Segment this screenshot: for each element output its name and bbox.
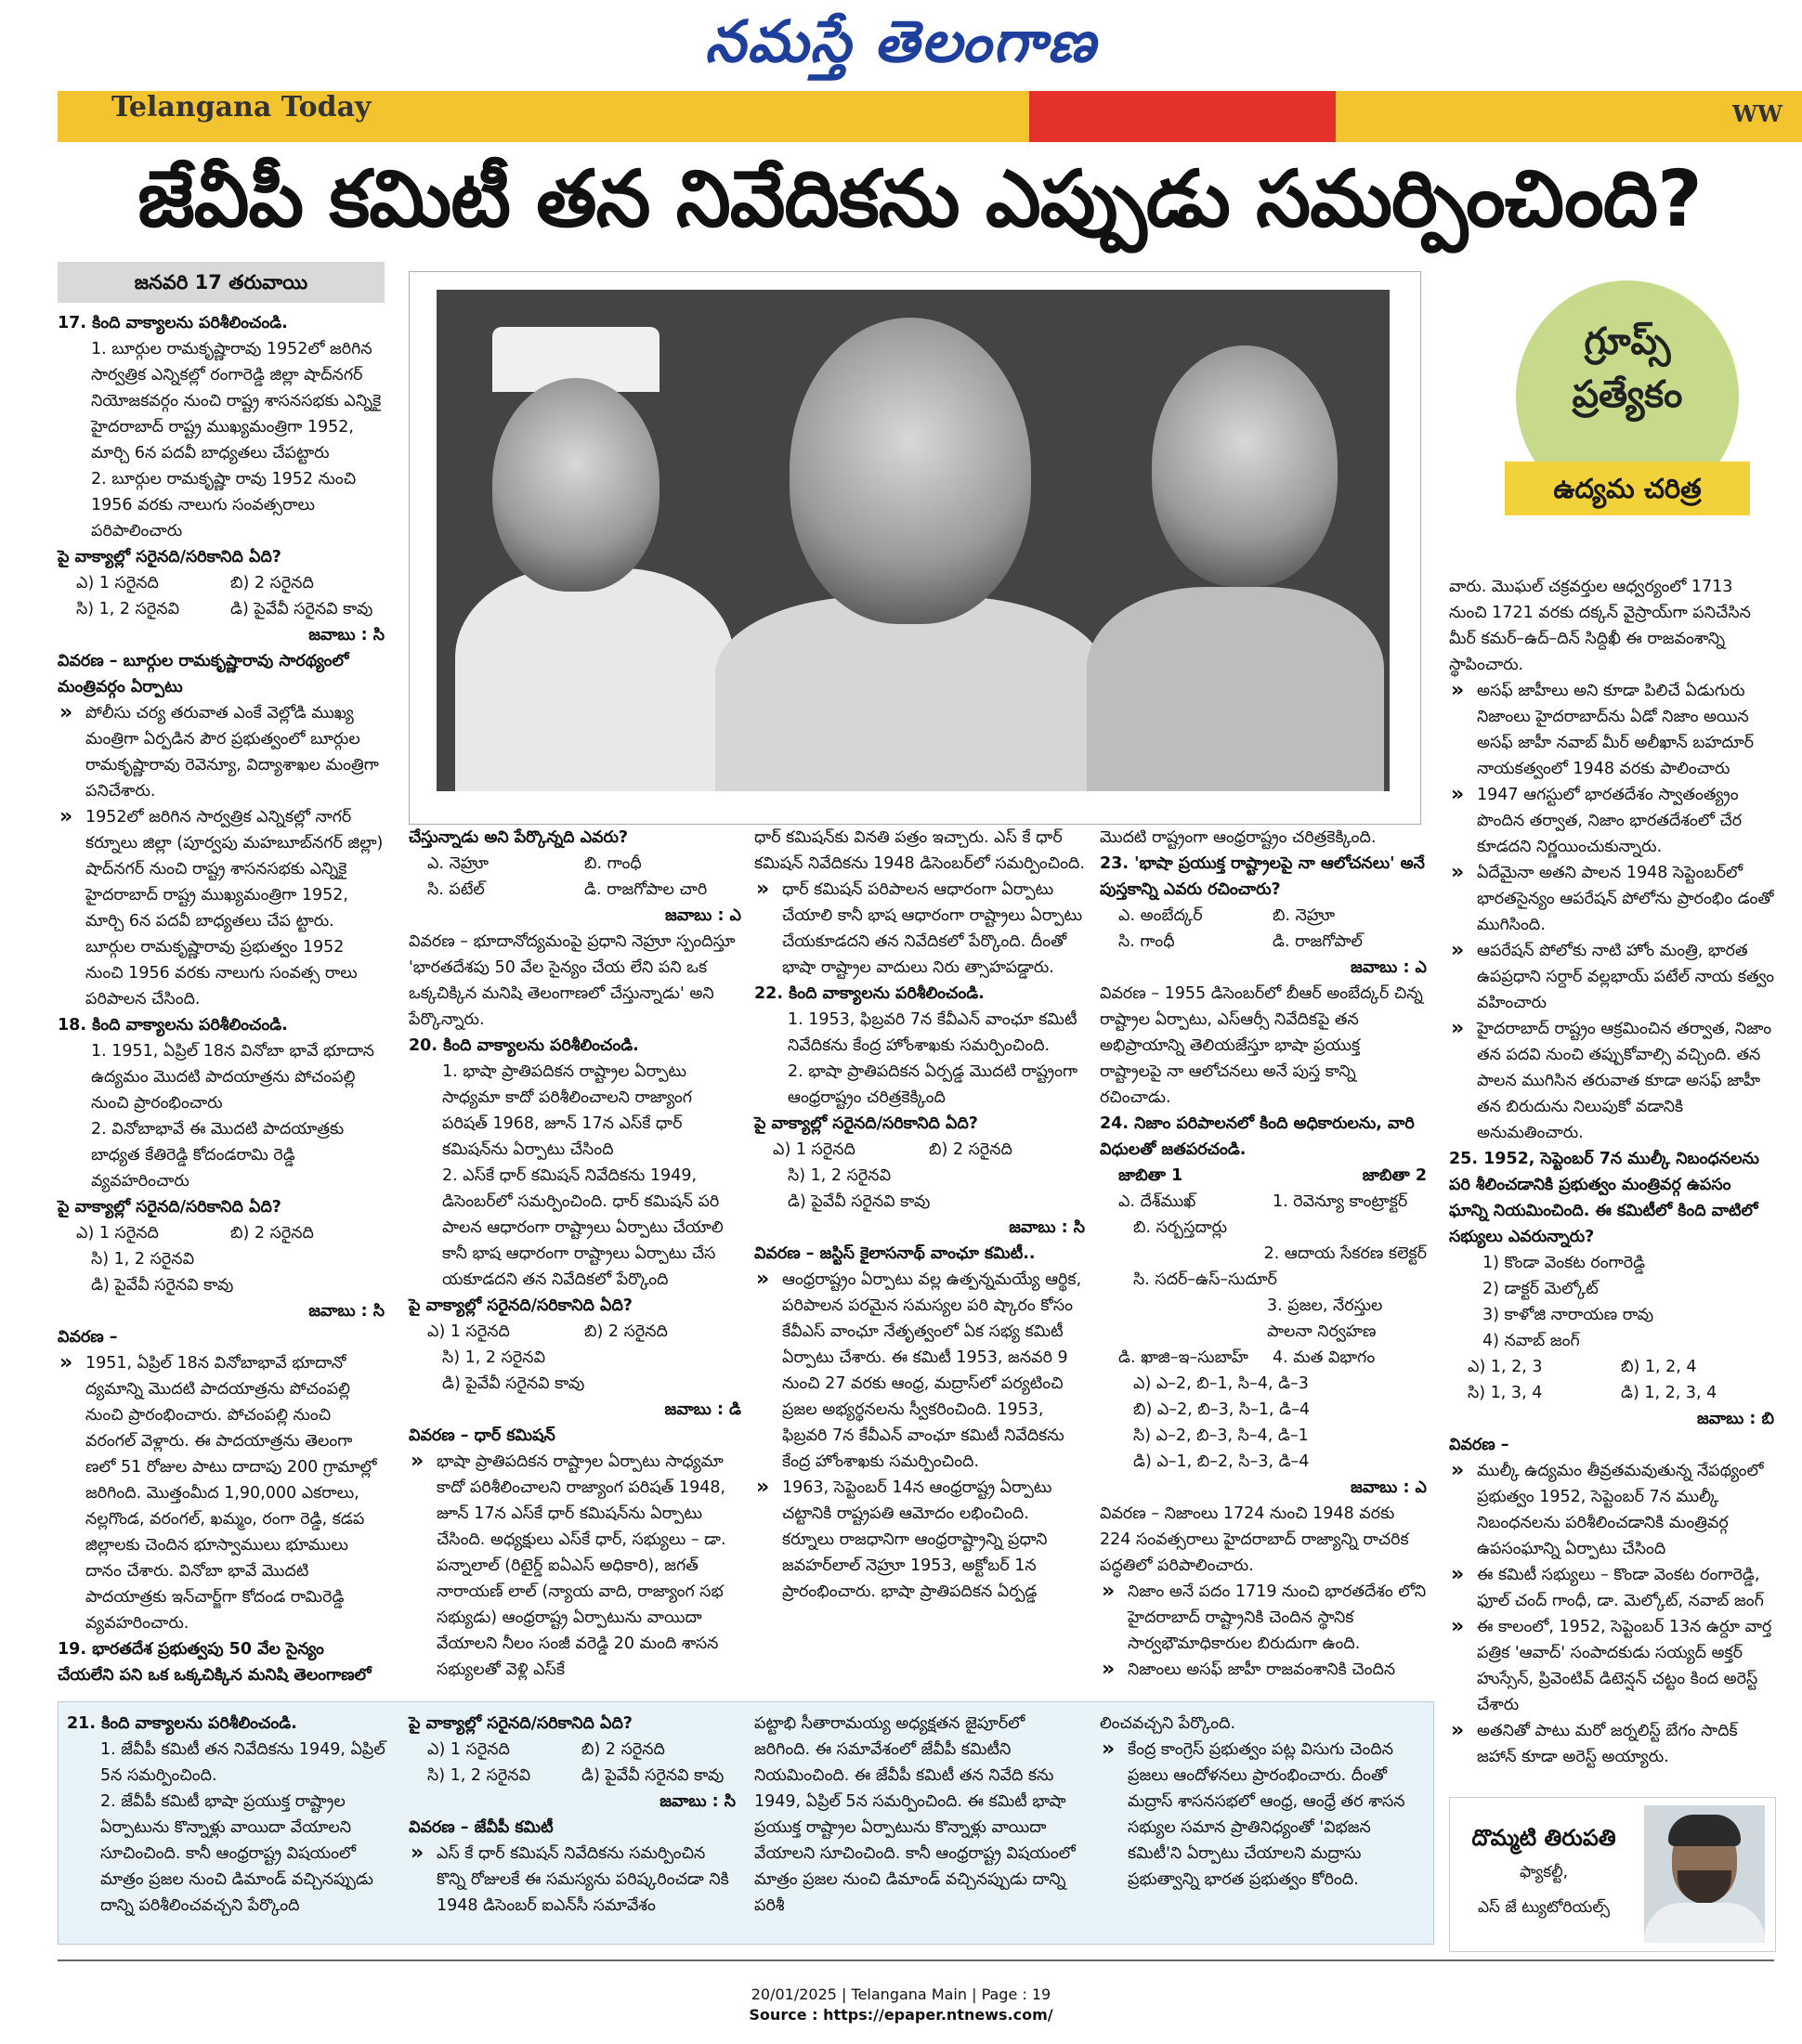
explanation: వివరణ – నిజాంలు 1724 నుంచి 1948 వరకు 224 సంవత్సరాలు హైదరాబాద్ రాజ్యాన్ని రాచరిక పద్ధతిలో పరిపాలించారు. (1100, 1504, 1409, 1575)
statement: 1. జేవీపీ కమిటీ తన నివేదికను 1949, ఏప్రిల్ 5న సమర్పించింది. (100, 1740, 385, 1785)
option: ఎ) 1 సరైనది (427, 1322, 510, 1341)
answer: జవాబు : ఎ (665, 906, 741, 925)
list-1-item: ఎ. దేశ్‌ముఖ్ (1118, 1192, 1196, 1211)
list-item: 3) కాళోజి నారాయణ రావు (1482, 1306, 1654, 1324)
explanation-title: వివరణ – (1449, 1436, 1509, 1454)
bullet: » ఈ కాలంలో, 1952, సెప్టెంబర్ 13న ఉర్దూ వార్త పత్రిక 'ఆవాద్' సంపాదకుడు సయ్యద్ అక్తర్ హుస్సేన్, ప్రివెంటివ్ డిటెన్షన్ చట్టం కింద అరెస్ట్ చేశారు (1449, 1614, 1774, 1718)
option: బి) 2 సరైనది (230, 574, 314, 592)
question-18: 18. కింది వాక్యాలను పరిశీలించండి. (58, 1016, 288, 1035)
options-row (58, 570, 385, 596)
statement: 2. వినోబాభావే ఈ మొదటి పాదయాత్రకు బాధ్యత కేతిరెడ్డి కోదండరామి రెడ్డి వ్యవహరించారు (91, 1120, 345, 1191)
column-4 (1100, 825, 1427, 1683)
option: సి) 1, 2 సరైనవి (442, 1348, 546, 1367)
option: సి) 1, 3, 4 (1468, 1384, 1543, 1402)
bullet: » 1947 ఆగస్టులో భారతదేశం స్వాతంత్య్రం పొందిన తర్వాత, నిజాం భారతదేశంలో చేర కూడదని నిర్ణయించుకున్నారు. (1449, 782, 1774, 860)
question-prompt: పై వాక్యాల్లో సరైనది/సరికానిది ఏది? (58, 1198, 281, 1217)
masthead (0, 0, 1802, 88)
list-1-heading: జాబితా 1 (1118, 1166, 1183, 1185)
list-2-item: 4. మత విభాగం (1273, 1348, 1376, 1367)
option: సి. గాంధీ (1118, 932, 1175, 951)
paragraph: లించవచ్చని పేర్కొంది. (1100, 1714, 1236, 1733)
box-column-1 (67, 1711, 388, 1919)
list-item: 1) కొండా వెంకట రంగారెడ్డి (1482, 1254, 1646, 1272)
question-20: 20. కింది వాక్యాలను పరిశీలించండి. (409, 1036, 639, 1055)
paragraph: మొదటి రాష్ట్రంగా ఆంధ్రరాష్ట్రం చరిత్రకెక్కింది. (1100, 828, 1377, 847)
answer: జవాబు : బి (1697, 1410, 1774, 1428)
bullet: » ఆంధ్రరాష్ట్రం ఏర్పాటు వల్ల ఉత్పన్నమయ్యే ఆర్థిక, పరిపాలన పరమైన సమస్యల పరి ష్కారం కోసం కేవీఎస్ వాంఛూ నేతృత్వంలో ఏక సభ్య కమిటీ ఏర్పాటు చేశారు. ఈ కమిటీ 1953, జనవరి 9 నుంచి 27 వరకు ఆంధ్ర, మద్రాస్‌లో పర్యటించి ప్రజల అభ్యర్థనలను స్వీకరించింది. 1953, ఫిబ్రవరి 7న కేవీఎన్ వాంఛూ కమిటీ నివేదికను కేంద్ర హోంశాఖకు సమర్పించింది. (754, 1267, 1085, 1475)
badge-title: ప్రత్యేకం (1572, 373, 1683, 416)
column-2 (409, 825, 741, 1683)
bullet: » కేంద్ర కాంగ్రెస్ ప్రభుత్వం పట్ల విసుగు చెందిన ప్రజలు ఆందోళనలు ప్రారంభించారు. దీంతో మద్రాస్ శాసనసభలో ఆంధ్ర, ఆంధ్రే తర శాసన సభ్యుల సమాన ప్రాతినిధ్యంతో 'విభజన కమిటీ'ని ఏర్పాటు చేయాలని మద్రాసు ప్రభుత్వాన్ని భారత ప్రభుత్వం కోరింది. (1100, 1737, 1421, 1893)
list-1-item: బి. సర్బస్తదార్లు (1133, 1218, 1228, 1237)
option: బి) 2 సరైనది (584, 1322, 668, 1341)
options-row (409, 851, 741, 877)
footer-edition-info: 20/01/2025 | Telangana Main | Page : 19 (751, 1985, 1051, 2003)
divider (58, 1959, 1774, 1961)
bullet: » అతనితో పాటు మరో జర్నలిస్ట్ బేగం సాదిక్ జహాన్ కూడా అరెస్ట్ అయ్యారు. (1449, 1718, 1774, 1770)
option: సి) 1, 2 సరైనవి (427, 1766, 531, 1785)
answer: జవాబు : ఎ (1351, 1478, 1427, 1497)
list-item: 4) నవాబ్ జంగ్ (1482, 1332, 1580, 1350)
match-header (1100, 1163, 1427, 1189)
list-item: 2) డాక్టర్ మెల్కోట్ (1482, 1280, 1599, 1298)
options-row (409, 1737, 736, 1763)
explanation-title: వివరణ – జస్టిస్ కైలాసనాథ్ వాంఛూ కమిటీ.. (754, 1244, 1036, 1263)
list-2-heading: జాబితా 2 (1362, 1166, 1427, 1185)
option: బి. నెహ్రూ (1273, 906, 1336, 925)
option: ఎ. నెహ్రూ (427, 854, 490, 873)
column-1 (58, 310, 385, 1688)
explanation: వివరణ – భూదానోద్యమంపై ప్రధాని నెహ్రూ స్పందిస్తూ 'భారతదేశపు 50 వేల సైన్యం చేయ లేని పని ఒక ఒక్కచిక్కిన మనిషి తెలంగాణలో చేస్తున్నాడు' అని పేర్కొన్నారు. (409, 932, 736, 1029)
bullet: » ఎస్ కే ధార్ కమిషన్ నివేదికను సమర్పించిన కొన్ని రోజులకే ఈ సమస్యను పరిష్కరించడా నికి 1948 డిసెంబర్ ఐఎన్‌సీ సమావేశం (409, 1841, 736, 1919)
option: సి) 1, 2 సరైనవి (76, 600, 180, 618)
options-row (58, 1220, 385, 1246)
column-5 (1449, 574, 1774, 1770)
statement: 1. బూర్గుల రామకృష్ణారావు 1952లో జరిగిన సార్వత్రిక ఎన్నికల్లో రంగారెడ్డి జిల్లా షాద్‌నగర్ నియోజకవర్గం నుంచి రాష్ట్ర శాసనసభకు ఎన్నికై హైదరాబాద్ రాష్ట్ర ముఖ్యమంత్రిగా 1952, మార్చి 6న పదవీ బాధ్యతలు చేపట్టారు (91, 340, 382, 462)
figure-center-face (790, 318, 1031, 624)
options-row (754, 1137, 1085, 1163)
question-23: 23. 'భాషా ప్రయుక్త రాష్ట్రాలపై నా ఆలోచనలు' అనే పుస్తకాన్ని ఎవరు రచించారు? (1100, 854, 1425, 899)
options-row (409, 1319, 741, 1345)
bullet: » పోలీసు చర్య తరువాత ఎంకే వెల్లోడి ముఖ్య మంత్రిగా ఏర్పడిన పౌర ప్రభుత్వంలో బూర్గుల రామకృష్ణారావు రెవెన్యూ, విద్యాశాఖల మంత్రిగా పనిచేశారు. (58, 700, 385, 804)
explanation-title: వివరణ – ధార్ కమిషన్ (409, 1426, 555, 1445)
answer: జవాబు : డి (664, 1400, 741, 1419)
bullet: » నిజాంలు అసఫ్ జాహీ రాజవంశానికి చెందిన (1100, 1657, 1427, 1683)
statement: 1. 1951, ఏప్రిల్ 18న వినోబా భావే భూదాన ఉద్యమం మొదటి పాదయాత్రను పోచంపల్లి నుంచి ప్రారంభించారు (91, 1042, 374, 1113)
column-continuation-label: జనవరి 17 తరువాయి (58, 262, 385, 303)
question-prompt: పై వాక్యాల్లో సరైనది/సరికానిది ఏది? (58, 548, 281, 566)
options-row (1100, 929, 1427, 955)
column-3 (754, 825, 1085, 1605)
bullet: » ఆపరేషన్ పోలోకు నాటి హోం మంత్రి, భారత ఉపప్రధాని సర్దార్ వల్లభాయ్ పటేల్ నాయ కత్వం వహించారు (1449, 938, 1774, 1016)
box-column-4 (1100, 1711, 1421, 1893)
bullet: » భాషా ప్రాతిపదికన రాష్ట్రాల ఏర్పాటు సాధ్యమా కాదో పరిశీలించాలని రాజ్యాంగ పరిషత్ 1948, జూన్ 17న ఎస్‌కే ధార్ కమిషన్‌ను ఏర్పాటు చేసింది. అధ్యక్షులు ఎస్‌కే ధార్, సభ్యులు – డా. పన్నాలాల్ (రిటైర్డ్ ఐఏఎస్ అధికారి), జగత్ నారాయణ్ లాల్ (న్యాయ వాది, రాజ్యాంగ సభ సభ్యుడు) ఆంధ్రరాష్ట్ర ఏర్పాటును వాయిదా వేయాలని నీలం సంజీ వరెడ్డి 20 మంది శాసన సభ్యులతో వెళ్లి ఎస్‌కే (409, 1449, 741, 1683)
paragraph: వారు. మొఘల్ చక్రవర్తుల ఆధ్వర్యంలో 1713 నుంచి 1721 వరకు దక్కన్ వైస్రాయ్‌గా పనిచేసిన మీర్ కమర్–ఉద్–దిన్ సిద్దిఖీ ఈ రాజవంశాన్ని స్థాపించారు. (1449, 578, 1751, 674)
badge-subtitle: ఉద్యమ చరిత్ర (1505, 462, 1750, 515)
option: ఎ) ఎ–2, బి–1, సి–4, డి–3 (1133, 1374, 1309, 1393)
option: బి) ఎ–2, బి–3, సి–1, డి–4 (1133, 1400, 1310, 1419)
statement: 2. జేవీపీ కమిటీ భాషా ప్రయుక్త రాష్ట్రాల ఏర్పాటును కొన్నాళ్లు వాయిదా వేయాలని సూచించింది. కానీ ఆంధ్రరాష్ట్ర విషయంలో మాత్రం ప్రజల నుంచి డిమాండ్ వచ్చినప్పుడు దాన్ని పరిశీలించవచ్చని పేర్కొంది (100, 1792, 373, 1915)
list-1-item: సి. సదర్–ఉస్–సుదూర్ (1133, 1270, 1277, 1289)
figure-right-face (1152, 345, 1338, 587)
statement: 2. బూర్గుల రామకృష్ణా రావు 1952 నుంచి 1956 వరకు నాలుగు సంవత్సరాలు పరిపాలించారు (91, 470, 357, 540)
option: డి. రాజగోపాల్ (1273, 932, 1363, 951)
option: సి) ఎ–2, బి–3, సి–4, డి–1 (1133, 1426, 1309, 1445)
option: ఎ) 1 సరైనది (427, 1740, 510, 1759)
page-headline: జేవీపీ కమిటీ తన నివేదికను ఎప్పుడు సమర్పించింది? (137, 153, 1702, 244)
option: సి) 1, 2 సరైనవి (91, 1250, 195, 1269)
question-22: 22. కింది వాక్యాలను పరిశీలించండి. (754, 984, 985, 1003)
question-24: 24. నిజాం పరిపాలనలో కింది అధికారులను, వారి విధులతో జతపరచండి. (1100, 1114, 1415, 1159)
option: ఎ) 1 సరైనది (773, 1140, 855, 1159)
option: బి) 1, 2, 4 (1621, 1358, 1697, 1376)
band-red-block (1029, 91, 1336, 142)
options-row (1449, 1380, 1774, 1406)
option: డి) పైవేవీ సరైనవి కావు (581, 1766, 725, 1785)
question-17: 17. కింది వాక్యాలను పరిశీలించండి. (58, 314, 288, 332)
band-right-text: WW (1732, 100, 1782, 127)
paragraph: పట్టాభి సీతారామయ్య అధ్యక్షతన జైపూర్‌లో జరిగింది. ఈ సమావేశంలో జేవీపీ కమిటీని నియమించింది. ఈ జేవీపీ కమిటీ తన నివేది కను 1949, ఏప్రిల్ 5న సమర్పించింది. ఈ కమిటీ భాషా ప్రయుక్త రాష్ట్రాల ఏర్పాటును కొన్నాళ్లు వాయిదా వేయాలని సూచించింది. కానీ ఆంధ్రరాష్ట్ర విషయంలో మాత్రం ప్రజల నుంచి డిమాండ్ వచ్చినప్పుడు దాన్ని పరిశీ (754, 1714, 1076, 1915)
statement: 2. ఎస్‌కే ధార్ కమిషన్ నివేదికను 1949, డిసెంబర్‌లో సమర్పించింది. ధార్ కమిషన్ పరి పాలన ఆధారంగా రాష్ట్రాలు ఏర్పాటు చేయాలి కానీ భాష ఆధారంగా రాష్ట్రాలు ఏర్పాటు చేస యకూడదని తన నివేదికలో పేర్కొంది (442, 1166, 724, 1289)
figure-right-body (1087, 587, 1384, 791)
option: సి. పటేల్ (427, 880, 485, 899)
bullet: » 1951, ఏప్రిల్ 18న వినోబాభావే భూదానో ద్యమాన్ని మొదటి పాదయాత్రను పోచంపల్లి నుంచి ప్రారంభించారు. పోచంపల్లి నుంచి వరంగల్ వెళ్లారు. ఈ పాదయాత్రను తెలంగా ణలో 51 రోజుల పాటు దాదాపు 200 గ్రామాల్లో జరిగింది. మొత్తంమీద 1,90,000 ఎకరాలు, నల్లగొండ, వరంగల్, ఖమ్మం, రంగా రెడ్డి, కడప జిల్లాలకు చెందిన భూస్వాములు భూములు దానం చేశారు. వినోబా భావే మొదటి పాదయాత్రకు ఇన్‌చార్జ్‌గా కోదండ రామిరెడ్డి వ్యవహరించారు. (58, 1350, 385, 1636)
bullet: » నిజాం అనే పదం 1719 నుంచి భారతదేశం లోని హైదరాబాద్ రాష్ట్రానికి చెందిన స్థానిక సార్వభౌమాధికారుల బిరుదుగా ఉంది. (1100, 1579, 1427, 1657)
option: బి) 2 సరైనది (230, 1224, 314, 1243)
author-institute: ఎస్ జే ట్యుటోరియల్స్ (1477, 1898, 1611, 1917)
option: డి) ఎ–1, బి–2, సి–3, డి–4 (1133, 1452, 1310, 1471)
option: సి) 1, 2 సరైనవి (788, 1166, 892, 1185)
bullet: » అసఫ్ జాహీలు అని కూడా పిలిచే ఏడుగురు నిజాంలు హైదరాబాద్‌ను ఏడో నిజాం అయిన అసఫ్ జాహీ నవాబ్ మీర్ అలీఖాన్ బహదూర్ నాయకత్వంలో 1948 వరకు పాలించారు (1449, 678, 1774, 782)
band-left-text: Telangana Today (111, 91, 372, 124)
newspaper-logo: నమస్తే తెలంగాణ (704, 7, 1098, 75)
match-row (1100, 1345, 1427, 1371)
question-25: 25. 1952, సెప్టెంబర్ 7న ముల్కీ నిబంధనలను పరి శీలించడానికి ప్రభుత్వం మంత్రివర్గ ఉపసం ఘాన్ని నియమించింది. ఈ కమిటీలో కింది వాటిలో సభ్యులు ఎవరున్నారు? (1449, 1150, 1759, 1246)
explanation-title: వివరణ – (58, 1328, 118, 1347)
question-19-continued: చేస్తున్నాడు అని పేర్కొన్నది ఎవరు? (409, 828, 629, 847)
option: ఎ. అంబేద్కర్ (1118, 906, 1203, 925)
badge-title: గ్రూప్స్ (1584, 320, 1671, 363)
question-19: 19. భారతదేశ ప్రభుత్వపు 50 వేల సైన్యం చేయలేని పని ఒక ఒక్కచిక్కిన మనిషి తెలంగాణలో (58, 1640, 372, 1685)
author-avatar (1644, 1805, 1765, 1943)
explanation-title: వివరణ – బూర్గుల రామకృష్ణారావు సారథ్యంలో మంత్రివర్గం ఏర్పాటు (58, 652, 349, 697)
option: డి. రాజగోపాల చారి (584, 880, 708, 899)
options-row (1100, 903, 1427, 929)
option: బి) 2 సరైనది (929, 1140, 1012, 1159)
option: డి) పైవేవీ సరైనవి కావు (788, 1192, 931, 1211)
bullet: » హైదరాబాద్ రాష్ట్రం ఆక్రమించిన తర్వాత, నిజాం తన పదవి నుంచి తప్పుకోవాల్సి వచ్చింది. తన పాలన ముగిసిన తరువాత కూడా అసఫ్ జాహీ తన బిరుదును నిలుపుకో వడానికి అనుమతించారు. (1449, 1016, 1774, 1146)
bullet: » ముల్కీ ఉద్యమం తీవ్రతమవుతున్న నేపథ్యంలో ప్రభుత్వం 1952, సెప్టెంబర్ 7న ముల్కీ నిబంధనలను పరిశీలించడానికి మంత్రివర్గ ఉపసంఘాన్ని ఏర్పాటు చేసింది (1449, 1458, 1774, 1562)
bullet: » 1952లో జరిగిన సార్వత్రిక ఎన్నికల్లో నాగర్ కర్నూలు జిల్లా (పూర్వపు మహబూబ్‌నగర్ జిల్లా) షాద్‌నగర్ నుంచి రాష్ట్ర శాసనసభకు ఎన్నికై హైదరాబాద్ రాష్ట్ర ముఖ్యమంత్రిగా 1952, మార్చి 6న పదవీ బాధ్యతలు చేప ట్టారు. బూర్గుల రామకృష్ణారావు ప్రభుత్వం 1952 నుంచి 1956 వరకు నాలుగు సంవత్స రాలు పరిపాలన చేసింది. (58, 804, 385, 1012)
answer: జవాబు : సి (308, 626, 385, 644)
leaders-photo (437, 290, 1390, 791)
bullet: » ధార్ కమిషన్ పరిపాలన ఆధారంగా ఏర్పాటు చేయాలి కానీ భాష ఆధారంగా రాష్ట్రాలు ఏర్పాటు చేయకూడదని తన నివేదికలో పేర్కొంది. దీంతో భాషా రాష్ట్రాల వాదులు నిరు త్సాహపడ్డారు. (754, 877, 1085, 981)
list-1-item: డి. ఖాజి–ఇ–సుబాహ్ (1118, 1348, 1248, 1367)
box-column-3 (754, 1711, 1081, 1919)
statement: 2. భాషా ప్రాతిపదికన ఏర్పడ్డ మొదటి రాష్ట్రంగా ఆంధ్రరాష్ట్రం చరిత్రకెక్కింది (788, 1062, 1078, 1107)
question-prompt: పై వాక్యాల్లో సరైనది/సరికానిది ఏది? (409, 1296, 633, 1315)
option: డి) పైవేవీ సరైనవి కావు (91, 1276, 234, 1295)
author-name: దొమ్మటి తిరుపతి (1471, 1825, 1616, 1851)
answer: జవాబు : సి (1009, 1218, 1085, 1237)
answer: జవాబు : సి (308, 1302, 385, 1321)
figure-left-face (492, 378, 659, 592)
option: బి. గాంధీ (584, 854, 642, 873)
options-row (58, 596, 385, 622)
option: డి) 1, 2, 3, 4 (1621, 1384, 1717, 1402)
statement: 1. భాషా ప్రాతిపదికన రాష్ట్రాల ఏర్పాటు సాధ్యమా కాదో పరిశీలించాలని రాజ్యాంగ పరిషత్ 1968, జూన్ 17న ఎస్‌కే ధార్ కమిషన్‌ను ఏర్పాటు చేసింది (442, 1062, 692, 1159)
statement: 1. 1953, ఫిబ్రవరి 7న కేవీఎన్ వాంఛూ కమిటీ నివేదికను కేంద్ర హోంశాఖకు సమర్పించింది. (788, 1010, 1077, 1055)
option: బి) 2 సరైనది (581, 1740, 665, 1759)
explanation-title: వివరణ – జేవీపీ కమిటీ (409, 1818, 554, 1837)
question-21: 21. కింది వాక్యాలను పరిశీలించండి. (67, 1714, 297, 1733)
option: డి) పైవేవీ సరైనవి కావు (442, 1374, 585, 1393)
figure-center-body (715, 596, 1105, 791)
list-2-item: 3. ప్రజల, నేరస్తుల పాలనా నిర్వహణ (1267, 1296, 1383, 1341)
box-column-2 (409, 1711, 736, 1919)
match-row (1100, 1189, 1427, 1215)
answer: జవాబు : ఎ (1351, 958, 1427, 977)
bullet: » 1963, సెప్టెంబర్ 14న ఆంధ్రరాష్ట్ర ఏర్పాటు చట్టానికి రాష్ట్రపతి ఆమోదం లభించింది. కర్నూలు రాజధానిగా ఆంధ్రరాష్ట్రాన్ని ప్రధాని జవహర్‌లాల్ నెహ్రూ 1953, అక్టోబర్ 1న ప్రారంభించారు. భాషా ప్రాతిపదికన ఏర్పడ్డ (754, 1475, 1085, 1605)
figure-left-body (455, 568, 734, 791)
list-2-item: 1. రెవెన్యూ కాంట్రాక్టర్ (1273, 1192, 1408, 1211)
option: డి) పైవేవీ సరైనవి కావు (230, 600, 373, 618)
paragraph: ధార్ కమిషన్‌కు వినతి పత్రం ఇచ్చారు. ఎస్ కే ధార్ కమిషన్ నివేదికను 1948 డిసెంబర్‌లో సమర్పించింది. (754, 828, 1085, 873)
option: ఎ) 1, 2, 3 (1468, 1358, 1543, 1376)
explanation: వివరణ – 1955 డిసెంబర్‌లో బీఆర్ అంబేద్కర్ చిన్న రాష్ట్రాల ఏర్పాటు, ఎస్ఆర్సీ నివేదికపై తన అభిప్రాయాన్ని తెలియజేస్తూ భాషా ప్రయుక్త రాష్ట్రాలపై నా ఆలోచనలు అనే పుస్త కాన్ని రచించాడు. (1100, 984, 1423, 1107)
author-role: ఫ్యాకల్టీ, (1519, 1863, 1569, 1881)
answer: జవాబు : సి (659, 1792, 736, 1811)
list-2-item: 2. ఆదాయ సేకరణ కలెక్టర్ (1263, 1244, 1427, 1263)
options-row (409, 877, 741, 903)
bullet: » ఏదేమైనా అతని పాలన 1948 సెప్టెంబర్‌లో భారతసైన్యం ఆపరేషన్ పోలోను ప్రారంభిం డంతో ముగిసింది. (1449, 860, 1774, 938)
option: ఎ) 1 సరైనది (76, 1224, 159, 1243)
question-prompt: పై వాక్యాల్లో సరైనది/సరికానిది ఏది? (409, 1714, 633, 1733)
options-row (1449, 1354, 1774, 1380)
bullet: » ఈ కమిటీ సభ్యులు – కొండా వెంకట రంగారెడ్డి, ఫూల్ చంద్ గాంధీ, డా. మెల్కోట్, నవాబ్ జంగ్ (1449, 1562, 1774, 1614)
option: ఎ) 1 సరైనది (76, 574, 159, 592)
question-prompt: పై వాక్యాల్లో సరైనది/సరికానిది ఏది? (754, 1114, 978, 1133)
footer-source-link[interactable]: Source : https://epaper.ntnews.com/ (749, 2006, 1053, 2024)
options-row (409, 1763, 736, 1789)
